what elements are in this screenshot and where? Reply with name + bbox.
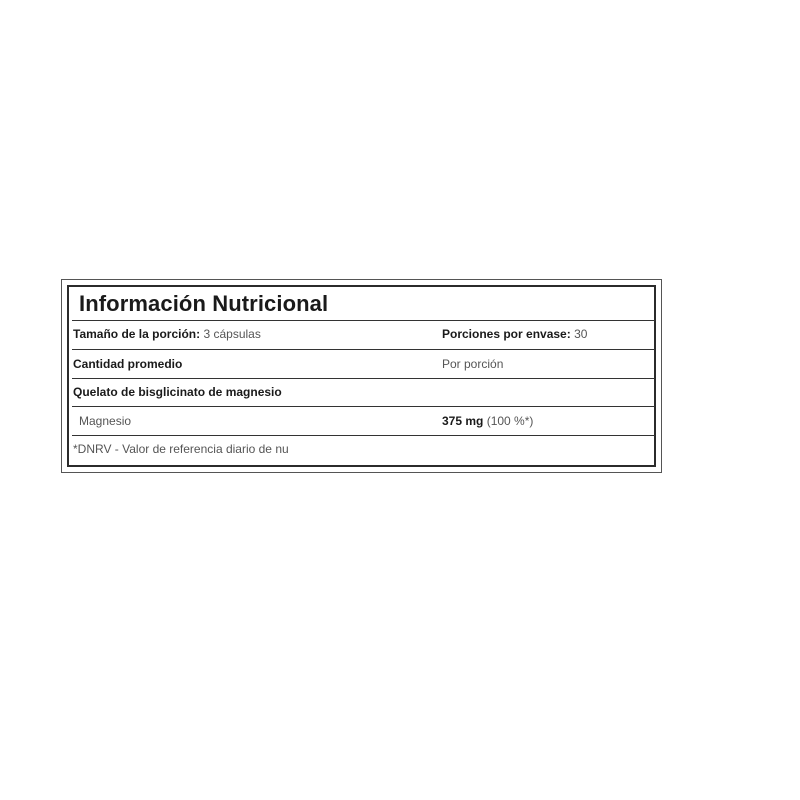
servings-value: 30 <box>574 327 588 341</box>
divider <box>72 349 655 350</box>
footnote: *DNRV - Valor de referencia diario de nu <box>73 442 289 456</box>
per-serving-label: Por porción <box>442 357 504 371</box>
nutrient-name: Magnesio <box>79 414 132 428</box>
nutrient-amount-cell <box>442 411 533 431</box>
nutrition-facts-inner-border <box>67 285 656 467</box>
nutrient-row <box>73 411 653 431</box>
nutrition-facts-panel <box>61 279 662 473</box>
nutrient-amount: 375 mg <box>442 414 484 428</box>
amount-header-row <box>73 354 653 374</box>
ingredient-group-label: Quelato de bisglicinato de magnesio <box>73 385 282 399</box>
serving-size <box>73 324 261 344</box>
divider <box>72 378 655 379</box>
divider <box>72 320 655 321</box>
amount-label: Cantidad promedio <box>73 357 183 371</box>
divider <box>72 406 655 407</box>
nutrition-title: Información Nutricional <box>79 291 329 316</box>
ingredient-group-row <box>73 382 653 402</box>
serving-size-value: 3 cápsulas <box>203 327 261 341</box>
serving-size-label: Tamaño de la porción: <box>73 327 201 341</box>
servings-per-container <box>442 324 587 344</box>
serving-row <box>73 324 653 344</box>
nutrient-daily-value: (100 %*) <box>486 414 534 428</box>
servings-label: Porciones por envase: <box>442 327 571 341</box>
divider <box>72 435 655 436</box>
